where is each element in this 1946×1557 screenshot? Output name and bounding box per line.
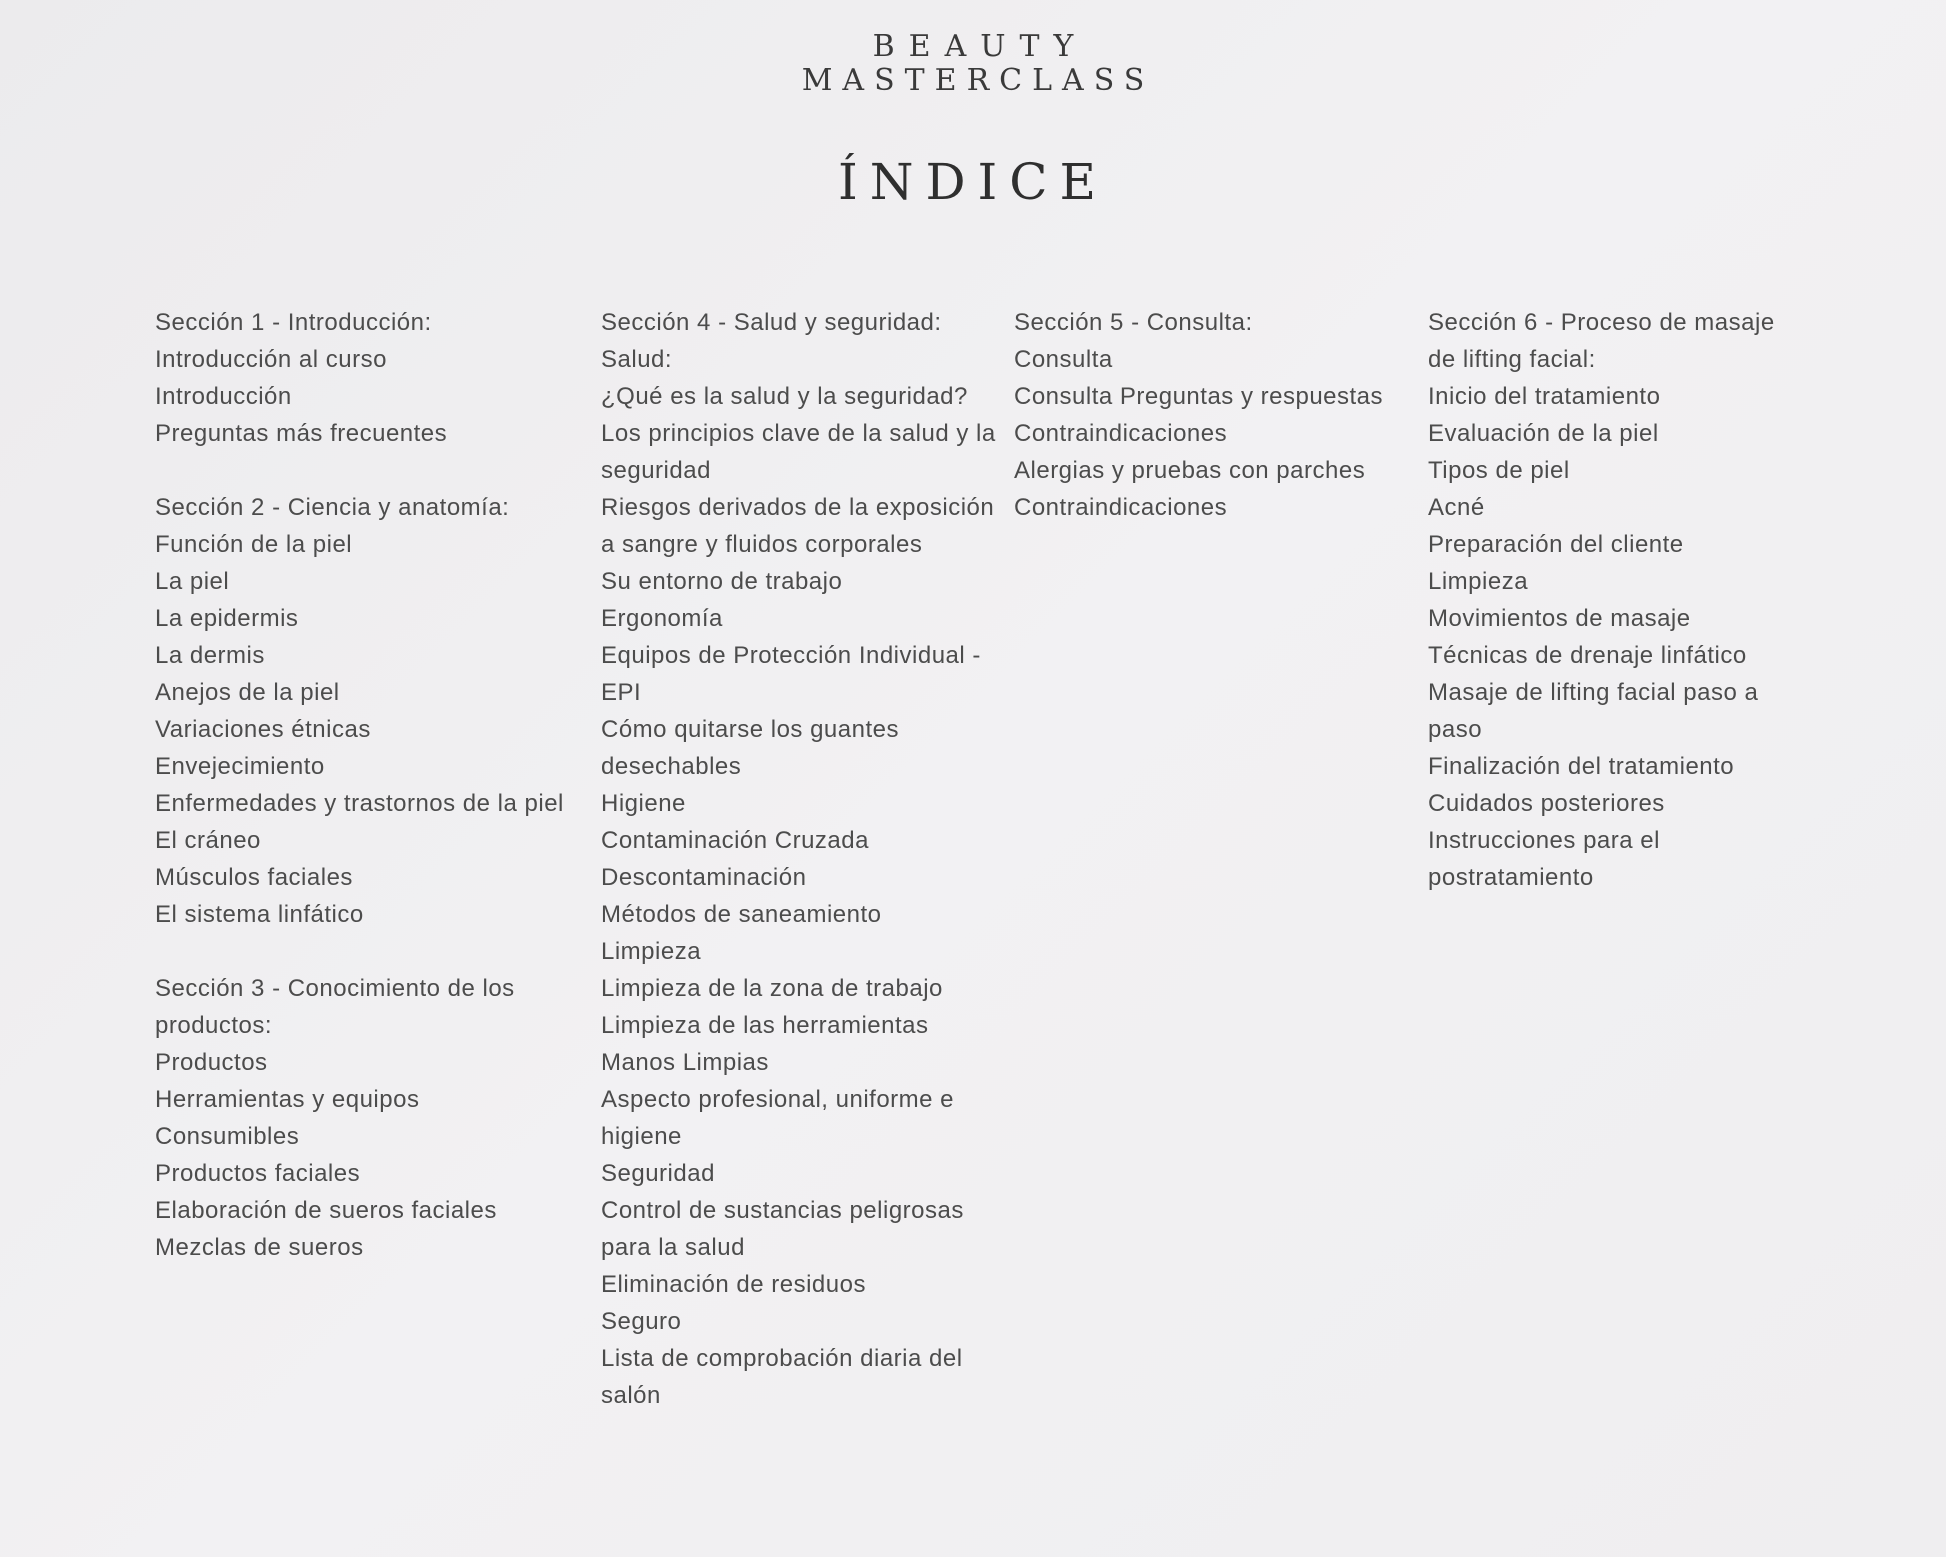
toc-item: ¿Qué es la salud y la seguridad? xyxy=(601,383,968,410)
toc-item: Lista de comprobación diaria del xyxy=(601,1345,963,1372)
toc-section xyxy=(155,489,575,933)
toc-item: Manos Limpias xyxy=(601,1049,769,1076)
section-heading: Sección 5 - Consulta: xyxy=(1014,309,1253,336)
toc-item: Preparación del cliente xyxy=(1428,531,1684,558)
toc-section xyxy=(1428,304,1788,896)
toc-item: La epidermis xyxy=(155,605,299,632)
toc-item: Equipos de Protección Individual - xyxy=(601,642,981,669)
toc-column-3 xyxy=(1014,304,1414,563)
toc-item: Mezclas de sueros xyxy=(155,1234,364,1261)
toc-item: Introducción al curso xyxy=(155,346,387,373)
toc-item: Consulta Preguntas y respuestas xyxy=(1014,383,1384,410)
section-heading: Sección 3 - Conocimiento de los xyxy=(155,975,515,1002)
toc-item: Contraindicaciones xyxy=(1014,420,1228,447)
toc-item: Preguntas más frecuentes xyxy=(155,420,448,447)
section-heading: Sección 4 - Salud y seguridad: xyxy=(601,309,942,336)
section-heading: de lifting facial: xyxy=(1428,346,1596,373)
toc-item: Cuidados posteriores xyxy=(1428,790,1665,817)
toc-item: Herramientas y equipos xyxy=(155,1086,420,1113)
toc-item: Limpieza de la zona de trabajo xyxy=(601,975,943,1002)
brand-line-masterclass: MASTERCLASS xyxy=(801,63,1155,98)
toc-item: Aspecto profesional, uniforme e xyxy=(601,1086,955,1113)
toc-item: Contraindicaciones xyxy=(1014,494,1228,521)
toc-item: EPI xyxy=(601,679,642,706)
toc-item: Variaciones étnicas xyxy=(155,716,371,743)
toc-item: Anejos de la piel xyxy=(155,679,340,706)
toc-item: Salud: xyxy=(601,346,673,373)
toc-item: Seguridad xyxy=(601,1160,715,1187)
brand-line-beauty: BEAUTY xyxy=(872,29,1088,64)
toc-item: El cráneo xyxy=(155,827,261,854)
toc-item: La dermis xyxy=(155,642,265,669)
toc-item: Limpieza de las herramientas xyxy=(601,1012,929,1039)
toc-section xyxy=(1014,304,1414,526)
toc-section xyxy=(155,304,575,452)
toc-item: higiene xyxy=(601,1123,682,1150)
toc-item: postratamiento xyxy=(1428,864,1594,891)
toc-item: Eliminación de residuos xyxy=(601,1271,866,1298)
toc-item: paso xyxy=(1428,716,1483,743)
section-heading: productos: xyxy=(155,1012,273,1039)
toc-item: Masaje de lifting facial paso a xyxy=(1428,679,1759,706)
toc-section xyxy=(155,970,575,1266)
toc-item: a sangre y fluidos corporales xyxy=(601,531,923,558)
toc-item: Tipos de piel xyxy=(1428,457,1570,484)
toc-item: Descontaminación xyxy=(601,864,807,891)
toc-column-2 xyxy=(601,304,1001,1451)
toc-item: Productos faciales xyxy=(155,1160,361,1187)
section-heading: Sección 2 - Ciencia y anatomía: xyxy=(155,494,510,521)
toc-item: Alergias y pruebas con parches xyxy=(1014,457,1366,484)
toc-item: Consumibles xyxy=(155,1123,300,1150)
toc-item: Consulta xyxy=(1014,346,1113,373)
toc-item: Limpieza xyxy=(601,938,702,965)
page-title: ÍNDICE xyxy=(837,153,1109,211)
toc-item: Métodos de saneamiento xyxy=(601,901,882,928)
toc-item: Contaminación Cruzada xyxy=(601,827,869,854)
toc-item: Ergonomía xyxy=(601,605,723,632)
toc-item: Técnicas de drenaje linfático xyxy=(1428,642,1747,669)
toc-item: Elaboración de sueros faciales xyxy=(155,1197,497,1224)
toc-item: seguridad xyxy=(601,457,711,484)
toc-item: Limpieza xyxy=(1428,568,1529,595)
toc-item: Inicio del tratamiento xyxy=(1428,383,1661,410)
toc-item: La piel xyxy=(155,568,230,595)
toc-item: para la salud xyxy=(601,1234,745,1261)
toc-item: Control de sustancias peligrosas xyxy=(601,1197,964,1224)
toc-item: Productos xyxy=(155,1049,268,1076)
toc-item: Instrucciones para el xyxy=(1428,827,1660,854)
toc-item: Introducción xyxy=(155,383,292,410)
toc-item: Cómo quitarse los guantes xyxy=(601,716,899,743)
section-heading: Sección 1 - Introducción: xyxy=(155,309,432,336)
brand-logo xyxy=(0,30,1946,98)
toc-item: salón xyxy=(601,1382,661,1409)
section-heading: Sección 6 - Proceso de masaje xyxy=(1428,309,1775,336)
toc-item: Enfermedades y trastornos de la piel xyxy=(155,790,564,817)
toc-item: Riesgos derivados de la exposición xyxy=(601,494,995,521)
toc-column-1 xyxy=(155,304,575,1303)
toc-item: Su entorno de trabajo xyxy=(601,568,843,595)
toc-item: Finalización del tratamiento xyxy=(1428,753,1735,780)
toc-section xyxy=(601,304,1001,1414)
toc-item: Seguro xyxy=(601,1308,682,1335)
toc-item: Los principios clave de la salud y la xyxy=(601,420,996,447)
toc-item: desechables xyxy=(601,753,742,780)
toc-item: Músculos faciales xyxy=(155,864,353,891)
toc-item: Acné xyxy=(1428,494,1485,521)
toc-item: Función de la piel xyxy=(155,531,353,558)
toc-item: Envejecimiento xyxy=(155,753,325,780)
toc-column-4 xyxy=(1428,304,1788,933)
toc-item: Movimientos de masaje xyxy=(1428,605,1691,632)
toc-item: Higiene xyxy=(601,790,686,817)
toc-item: El sistema linfático xyxy=(155,901,364,928)
toc-item: Evaluación de la piel xyxy=(1428,420,1659,447)
